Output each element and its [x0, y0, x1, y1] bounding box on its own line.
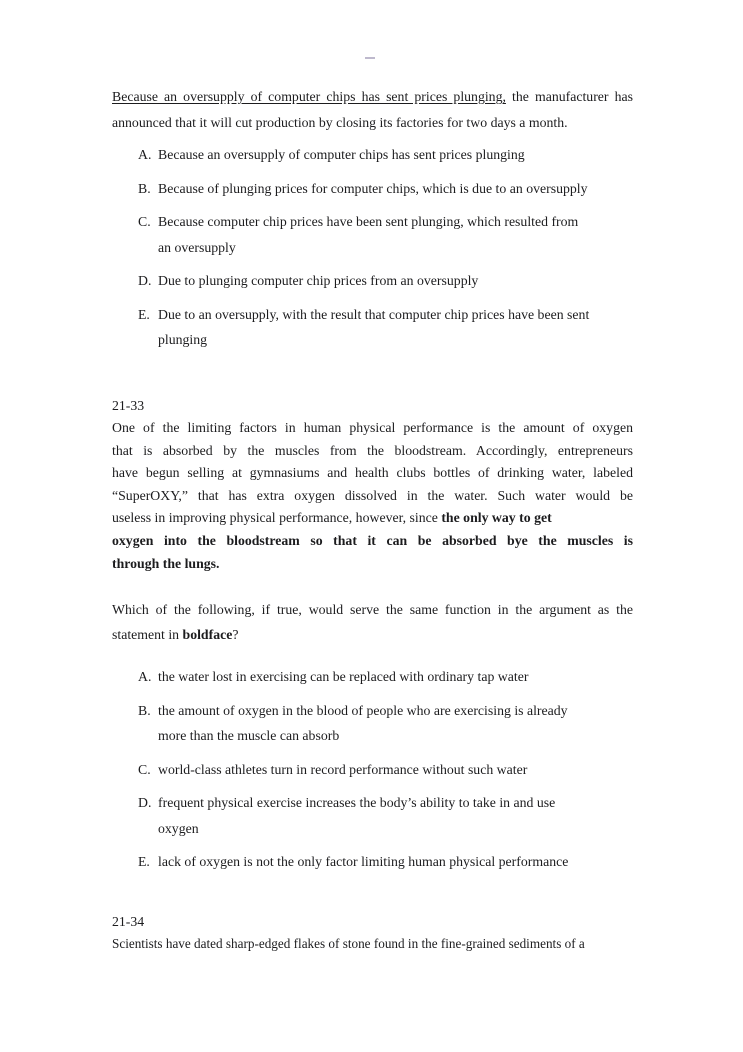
text-line: Because of plunging prices for computer chips, which is due to an oversupply [158, 180, 588, 196]
text-line: the water lost in exercising can be replaced with ordinary tap water [158, 669, 529, 685]
text-line [112, 485, 633, 508]
text-line [112, 933, 633, 956]
text-line [112, 417, 633, 440]
option-letter: A. [138, 669, 152, 685]
bold-text: the only way to get [441, 510, 552, 526]
text-line [112, 553, 633, 576]
underlined-text: Because an oversupply of computer chips has sent prices plunging, [112, 89, 506, 104]
page-content [112, 0, 633, 956]
text-segment: Which of the following, if true, would serve the same function in the argument as the [112, 602, 633, 618]
text-segment: One of the limiting factors in human physical performance is the amount of oxygen [112, 420, 633, 436]
text-line: Because computer chip prices have been sent plunging, which resulted from [158, 214, 579, 229]
text-segment: useless in improving physical performance, however, since [112, 510, 442, 526]
text-segment: ? [232, 627, 239, 643]
question-number: 21-34 [112, 913, 145, 929]
option-letter: D. [138, 273, 152, 288]
option-letter: C. [138, 214, 151, 229]
option-text [158, 698, 633, 749]
option-letter: B. [138, 180, 151, 196]
text-line: an oversupply [158, 239, 236, 255]
text-segment: statement in [112, 627, 183, 643]
text-line: oxygen [158, 820, 199, 836]
text-line: plunging [158, 332, 208, 347]
answer-option [112, 302, 633, 353]
text-line [112, 84, 633, 110]
text-line [112, 622, 633, 647]
text-line [112, 462, 633, 485]
answer-option [112, 142, 633, 168]
question-block-21-34 [112, 911, 633, 956]
option-text [158, 142, 633, 168]
text-line [112, 530, 633, 553]
text-segment: announced that it will cut production by closing its factories for two days a month. [112, 115, 568, 130]
option-letter: E. [138, 306, 150, 322]
option-text [158, 176, 633, 202]
text-segment: the manufacturer has [505, 89, 634, 104]
question-block-partial [112, 84, 633, 353]
option-letter: A. [138, 147, 152, 162]
text-line [112, 507, 633, 530]
answer-option [112, 849, 633, 875]
options-list [112, 664, 633, 875]
question-block-21-33 [112, 395, 633, 875]
text-line: Because an oversupply of computer chips has sent prices plunging [158, 147, 525, 162]
option-letter: B. [138, 702, 151, 718]
text-line: lack of oxygen is not the only factor limiting human physical performance [158, 854, 569, 870]
answer-option [112, 209, 633, 260]
text-line: world-class athletes turn in record performance without such water [158, 761, 528, 777]
option-letter: D. [138, 795, 152, 811]
option-text [158, 302, 633, 353]
bold-text: through the lungs. [112, 555, 220, 571]
question-number: 21-33 [112, 397, 145, 413]
question-prompt [112, 597, 633, 647]
text-segment: that is absorbed by the muscles from the bloodstream. Accordingly, entrepreneurs [112, 442, 633, 458]
option-text [158, 268, 633, 294]
question-stem [112, 84, 633, 136]
text-segment: “SuperOXY,” that has extra oxygen dissolved in the water. Such water would be [112, 487, 633, 503]
answer-option [112, 268, 633, 294]
text-line [112, 597, 633, 622]
answer-option [112, 664, 633, 690]
text-line: more than the muscle can absorb [158, 728, 340, 744]
question-stem [112, 417, 633, 575]
text-line: the amount of oxygen in the blood of people who are exercising is already [158, 702, 568, 718]
text-line [112, 110, 633, 136]
option-letter: E. [138, 854, 150, 870]
text-segment: Scientists have dated sharp-edged flakes of stone found in the fine-grained sediments of a [112, 936, 585, 952]
text-line [112, 440, 633, 463]
text-line: Due to an oversupply, with the result that computer chip prices have been sent [158, 306, 590, 322]
bold-text: boldface [182, 627, 233, 643]
option-text [158, 757, 633, 783]
options-list [112, 142, 633, 353]
text-line: Due to plunging computer chip prices from an oversupply [158, 273, 479, 288]
question-stem [112, 933, 633, 956]
option-text [158, 664, 633, 690]
text-segment: have begun selling at gymnasiums and health clubs bottles of drinking water, labeled [112, 465, 633, 481]
answer-option [112, 757, 633, 783]
option-text [158, 849, 633, 875]
option-text [158, 209, 633, 260]
answer-option [112, 790, 633, 841]
text-line: frequent physical exercise increases the body’s ability to take in and use [158, 795, 556, 811]
answer-option [112, 698, 633, 749]
bold-text: oxygen into the bloodstream so that it can be absorbed bye the muscles is [112, 533, 633, 549]
option-letter: C. [138, 761, 151, 777]
option-text [158, 790, 633, 841]
answer-option [112, 176, 633, 202]
